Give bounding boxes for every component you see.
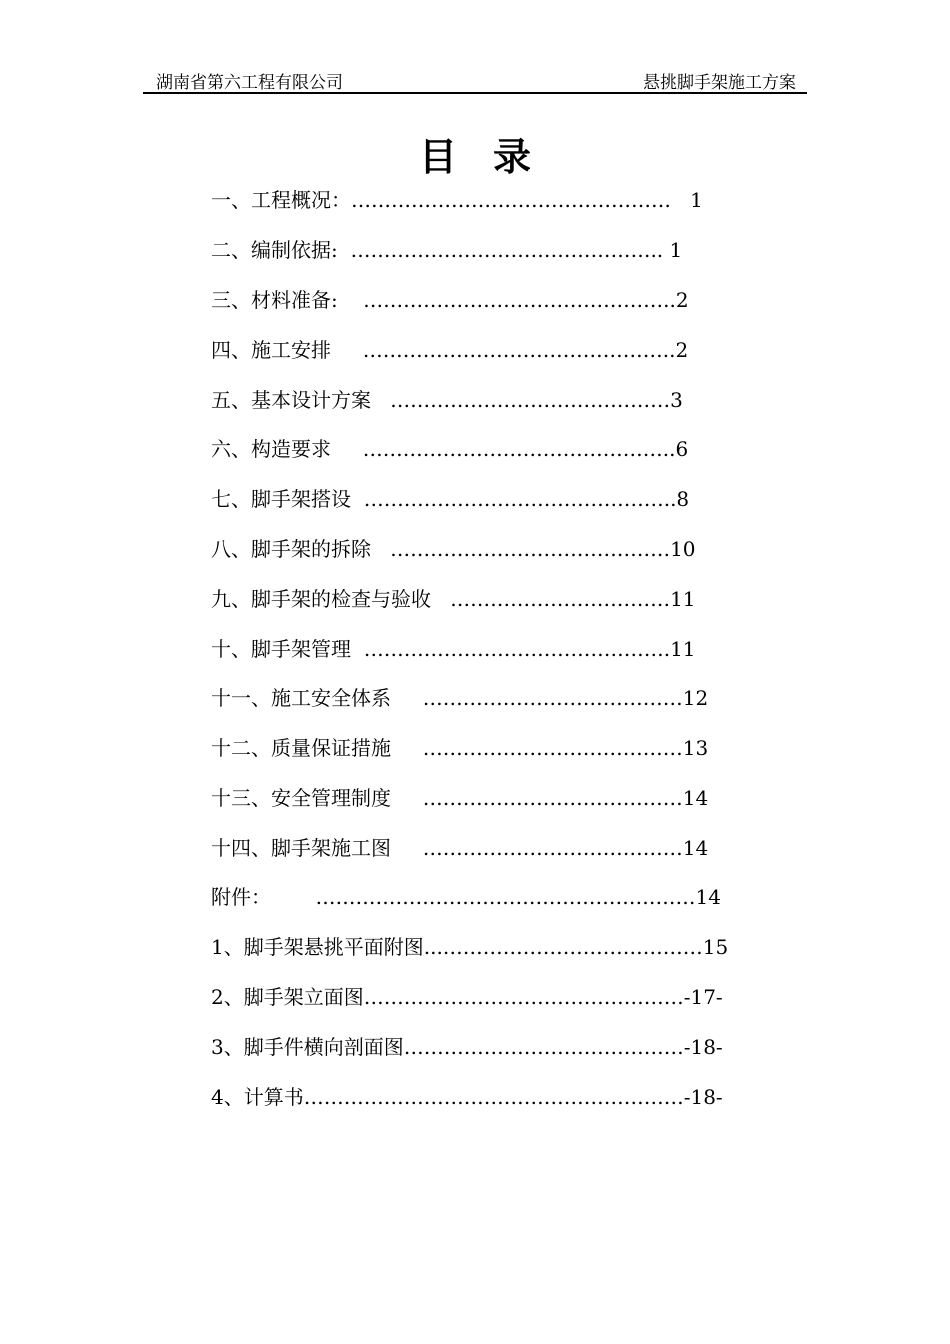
toc-item: 十四、脚手架施工图 …………………………………14 [211,836,709,860]
toc-item: 3、脚手件横向剖面图……………………………………-18- [211,1035,723,1059]
toc-item: 2、脚手架立面图…………………………………………-17- [211,985,723,1009]
toc-item: 八、脚手架的拆除 ……………………………………10 [211,537,696,561]
toc-item: 十一、施工安全体系 …………………………………12 [211,686,709,710]
toc-item: 十三、安全管理制度 …………………………………14 [211,786,709,810]
toc-item: 1、脚手架悬挑平面附图...…………………………………15 [211,935,729,959]
toc-item: 六、构造要求 ………………………………………..6 [211,437,689,461]
document-title: 悬挑脚手架施工方案 [643,73,796,93]
toc-item: 附件： …………………………………………………14 [211,885,721,909]
toc-item: 三、材料准备: ………………………………………..2 [211,288,689,312]
toc-item: 一、工程概况：………………………………………… 1 [211,188,703,212]
toc-item: 五、基本设计方案 ……………………………………3 [211,388,683,412]
company-name: 湖南省第六工程有限公司 [156,73,343,93]
toc-item: 十、脚手架管理 ……………………………………….11 [211,637,696,661]
toc-item: 七、脚手架搭设 ………………………………………..8 [211,487,690,511]
page-header [143,66,807,94]
toc-item: 四、施工安排 ………………………………………..2 [211,338,689,362]
toc-item: 十二、质量保证措施 …………………………………13 [211,736,709,760]
toc-item: 二、编制依据: ……………………………………….. 1 [211,238,683,262]
toc-item: 九、脚手架的检查与验收 ……………………………11 [211,587,696,611]
toc-title: 目录 [418,134,567,179]
toc-item: 4、计算书…………………………………………………-18- [211,1085,723,1109]
